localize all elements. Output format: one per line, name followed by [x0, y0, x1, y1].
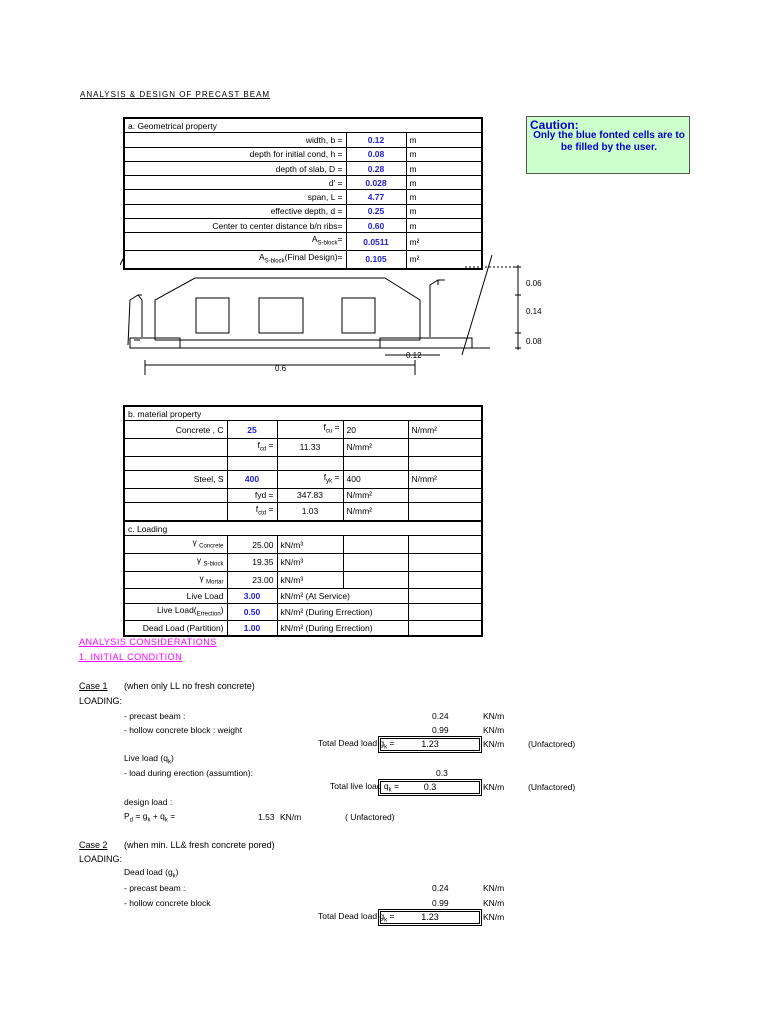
dim-rib-spacing: 0.6: [275, 364, 287, 373]
rib-spacing-input[interactable]: 0.60: [346, 219, 406, 233]
cover-input[interactable]: 0.028: [346, 176, 406, 190]
caution-note: [526, 116, 690, 174]
case1-total-dead: 1.23: [380, 738, 480, 751]
geometry-header: a. Geometrical property: [124, 118, 482, 133]
case1-design-load: 1.53: [258, 812, 275, 822]
loading-header: c. Loading: [124, 521, 482, 536]
dim-rib-width: 0.12: [406, 351, 422, 360]
case2-total-dead: 1.23: [380, 911, 480, 924]
material-table: [123, 405, 483, 522]
table-row: Concrete , C 25 $f_{cu}$ = 20 N/mm²: [124, 421, 482, 439]
table-row: d' = 0.028 m: [124, 176, 482, 190]
loading-table: [123, 520, 483, 637]
table-row: Center to center distance b/n ribs= 0.60 m: [124, 219, 482, 233]
table-row: Dead Load (Partition) 1.00 kN/m² (During Errection): [124, 621, 482, 636]
table-row: depth of slab, D = 0.28 m: [124, 161, 482, 175]
geometry-table: [123, 117, 483, 270]
erection-load-input[interactable]: 0.50: [227, 603, 277, 621]
as-block-input[interactable]: 0.0511: [346, 233, 406, 251]
table-row: span, L = 4.77 m: [124, 190, 482, 204]
partition-load-input[interactable]: 1.00: [227, 621, 277, 636]
table-row: [124, 521, 482, 536]
case1-total-live: 0.3: [380, 781, 480, 794]
page-title: ANALYSIS & DESIGN OF PRECAST BEAM: [80, 90, 271, 99]
width-input[interactable]: 0.12: [346, 133, 406, 147]
table-row: $A_{S-block}(Final$ Design)= 0.105 m²: [124, 251, 482, 269]
steel-grade-input[interactable]: 400: [227, 470, 277, 488]
table-row: $f_{cd}$ = 11.33 N/mm²: [124, 438, 482, 456]
case2-desc: (when min. LL& fresh concrete pored): [124, 840, 275, 850]
table-row: effective depth, d = 0.25 m: [124, 204, 482, 218]
table-row: Steel, S 400 $f_{yk}$ = 400 N/mm²: [124, 470, 482, 488]
depth-slab-input[interactable]: 0.28: [346, 161, 406, 175]
table-row: depth for initial cond, h = 0.08 m: [124, 147, 482, 161]
table-row: fyd = 347.83 N/mm²: [124, 488, 482, 502]
table-row: $f_{ctd}$ = 1.03 N/mm²: [124, 502, 482, 520]
table-row: [124, 406, 482, 421]
live-load-input[interactable]: 3.00: [227, 589, 277, 603]
case2-title: Case 2: [79, 840, 108, 850]
table-row: γ $_{Concrete}$ 25.00 kN/m³: [124, 536, 482, 554]
dim-rib-depth: 0.08: [526, 337, 542, 346]
caution-text: Only the blue fonted cells are to be filled by the user.: [533, 130, 685, 153]
dim-block-height: 0.14: [526, 307, 542, 316]
case1-title: Case 1: [79, 681, 108, 691]
table-row: [124, 456, 482, 470]
table-row: [124, 118, 482, 133]
initial-condition-heading: 1. INITIAL CONDITION: [79, 652, 183, 662]
table-row: γ $_{Mortar}$ 23.00 kN/m³: [124, 571, 482, 589]
table-row: Live Load 3.00 kN/m² (At Service): [124, 589, 482, 603]
table-row: Live $Load(_{Errection})$ 0.50 kN/m² (During Errection): [124, 603, 482, 621]
dim-slab-top: 0.06: [526, 279, 542, 288]
caution-heading: Caution:: [530, 118, 579, 132]
beam-section-drawing: [120, 255, 560, 385]
depth-initial-input[interactable]: 0.08: [346, 147, 406, 161]
case1-desc: (when only LL no fresh concrete): [124, 681, 255, 691]
table-row: width, b = 0.12 m: [124, 133, 482, 147]
table-row: γ $_{S-block}$ 19.35 kN/m³: [124, 553, 482, 571]
table-row: $A_{S-block}=$ 0.0511 m²: [124, 233, 482, 251]
span-input[interactable]: 4.77: [346, 190, 406, 204]
analysis-heading: ANALYSIS CONSIDERATIONS: [79, 637, 217, 647]
as-final-input[interactable]: 0.105: [346, 251, 406, 269]
concrete-grade-input[interactable]: 25: [227, 421, 277, 439]
effective-depth-value: 0.25: [346, 204, 406, 218]
material-header: b. material property: [124, 406, 482, 421]
